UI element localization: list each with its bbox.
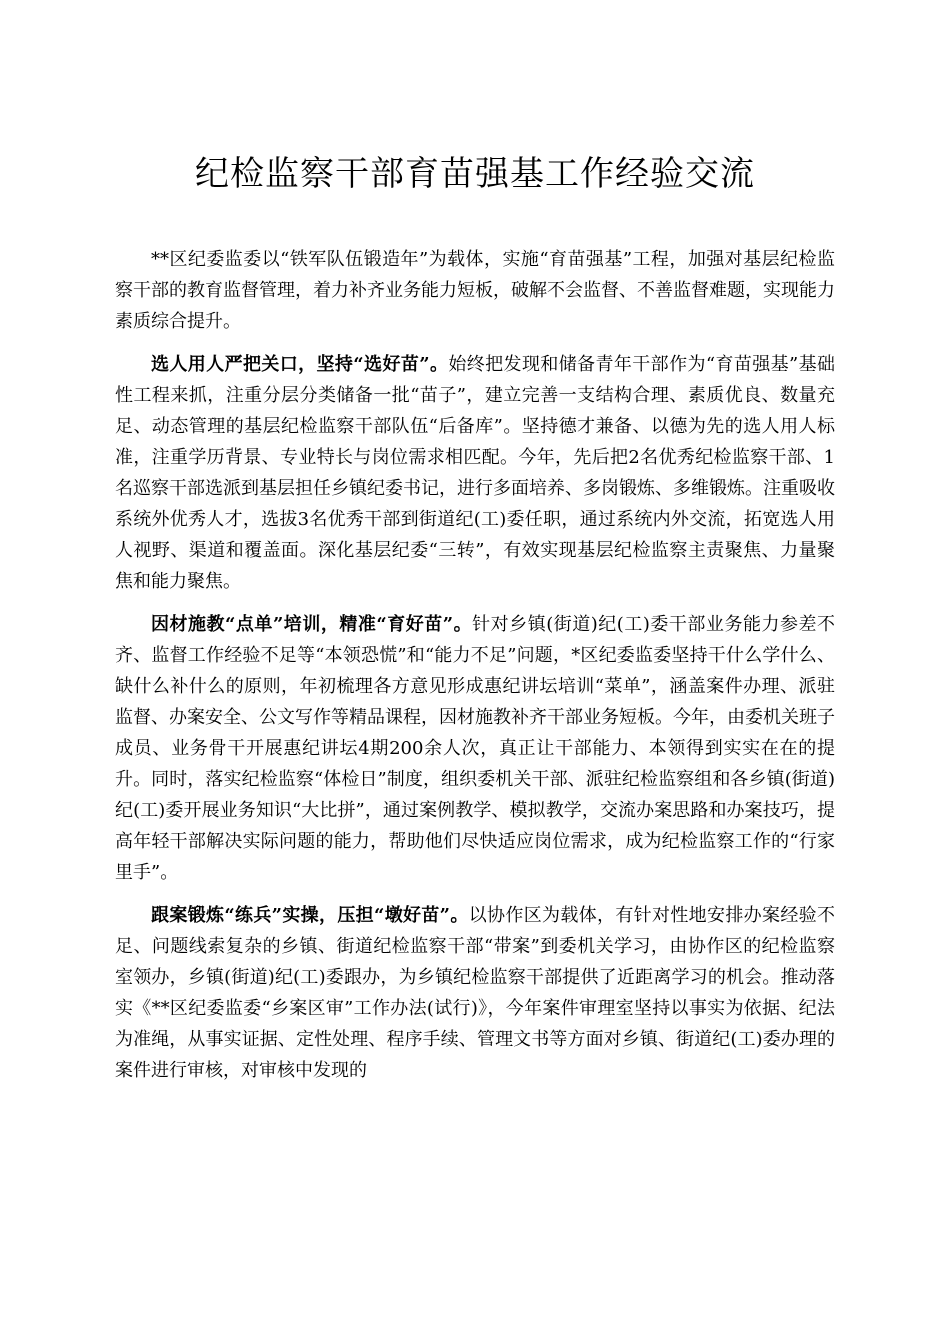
intro-paragraph: **区纪委监委以“铁军队伍锻造年”为载体，实施“育苗强基”工程，加强对基层纪检监察干部的教育监督管理，着力补齐业务能力短板，破解不会监督、不善监督难题，实现能力素质综合提升。 (115, 249, 835, 332)
section-paragraph-practice (115, 900, 835, 1086)
section-paragraph-train (115, 609, 835, 888)
section-body-train: 针对乡镇(街道)纪(工)委干部业务能力参差不齐、监督工作经验不足等“本领恐慌”和“能力不足”问题，*区纪委监委坚持干什么学什么、缺什么补什么的原则，年初梳理各方意见形成惠纪讲坛培训“菜单”，涵盖案件办理、派驻监督、办案安全、公文写作等精品课程，因材施教补齐干部业务短板。今年，由委机关班子成员、业务骨干开展惠纪讲坛4期200余人次，真正让干部能力、本领得到实实在在的提升。同时，落实纪检监察“体检日”制度，组织委机关干部、派驻纪检监察组和各乡镇(街道)纪(工)委开展业务知识“大比拼”，通过案例教学、模拟教学，交流办案思路和办案技巧，提高年轻干部解决实际问题的能力，帮助他们尽快适应岗位需求，成为纪检监察工作的“行家里手”。 (115, 614, 835, 883)
section-paragraph-select (115, 349, 835, 597)
document-page (115, 150, 835, 1098)
section-lead-train: 因材施教“点单”培训，精准“育好苗”。 (151, 614, 473, 635)
document-title: 纪检监察干部育苗强基工作经验交流 (195, 154, 755, 194)
section-lead-select: 选人用人严把关口，坚持“选好苗”。 (151, 354, 449, 375)
section-body-practice: 以协作区为载体，有针对性地安排办案经验不足、问题线索复杂的乡镇、街道纪检监察干部“带案”到委机关学习，由协作区的纪检监察室领办，乡镇(街道)纪(工)委跟办，为乡镇纪检监察干部提供了近距离学习的机会。推动落实《**区纪委监委“乡案区审”工作办法(试行)》，今年案件审理室坚持以事实为依据、纪法为准绳，从事实证据、定性处理、程序手续、管理文书等方面对乡镇、街道纪(工)委办理的案件进行审核，对审核中发现的 (115, 905, 835, 1081)
section-lead-practice: 跟案锻炼“练兵”实操，压担“墩好苗”。 (151, 905, 469, 926)
section-body-select: 始终把发现和储备青年干部作为“育苗强基”基础性工程来抓，注重分层分类储备一批“苗子”，建立完善一支结构合理、素质优良、数量充足、动态管理的基层纪检监察干部队伍“后备库”。坚持德才兼备、以德为先的选人用人标准，注重学历背景、专业特长与岗位需求相匹配。今年，先后把2名优秀纪检监察干部、1名巡察干部选派到基层担任乡镇纪委书记，进行多面培养、多岗锻炼、多维锻炼。注重吸收系统外优秀人才，选拔3名优秀干部到街道纪(工)委任职，通过系统内外交流，拓宽选人用人视野、渠道和覆盖面。深化基层纪委“三转”，有效实现基层纪检监察主责聚焦、力量聚焦和能力聚焦。 (115, 354, 835, 592)
